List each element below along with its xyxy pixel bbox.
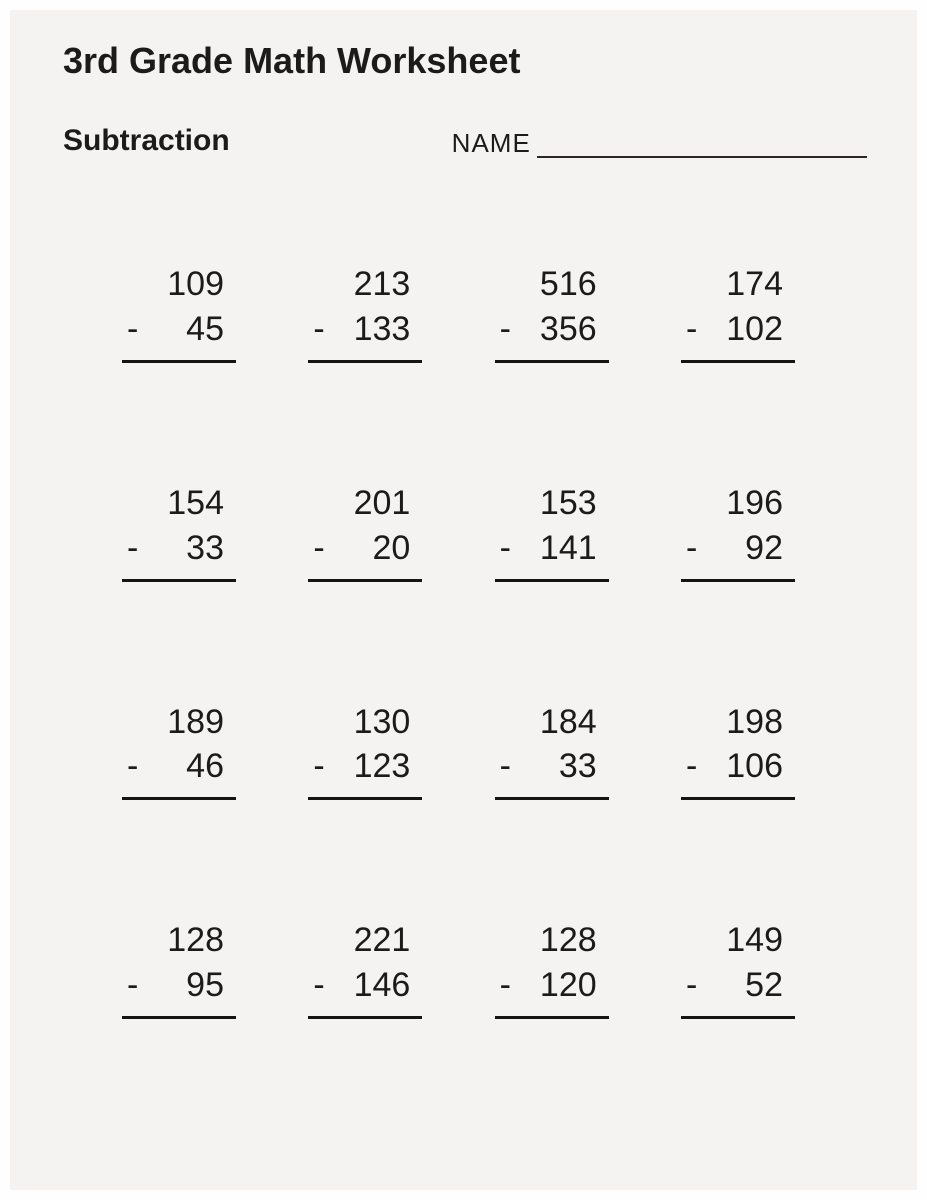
minuend-value: 516 <box>539 265 597 303</box>
minuend-value: 153 <box>539 483 597 522</box>
problems-row <box>122 262 795 363</box>
name-label: NAME <box>451 128 531 158</box>
minus-operator: - <box>499 528 511 567</box>
problems-grid <box>10 262 917 1019</box>
answer-line[interactable] <box>308 360 422 363</box>
subtrahend-row <box>122 963 236 1008</box>
minuend-value: 128 <box>539 921 597 960</box>
answer-line[interactable] <box>495 1016 609 1019</box>
problems-row <box>122 700 795 801</box>
subtraction-problem <box>681 918 795 1019</box>
answer-line[interactable] <box>495 797 609 800</box>
minuend-value: 189 <box>167 702 224 741</box>
subtrahend-value: 45 <box>186 309 224 348</box>
subtraction-problem <box>681 700 795 801</box>
subtraction-problem <box>495 918 609 1019</box>
page-title: 3rd Grade Math Worksheet <box>63 40 521 81</box>
minus-operator: - <box>499 309 511 348</box>
subtrahend-row <box>495 526 609 571</box>
subtraction-problem <box>495 481 609 582</box>
subtrahend-value: 20 <box>372 528 411 567</box>
subtrahend-row <box>308 744 422 789</box>
answer-line[interactable] <box>681 360 795 363</box>
subtrahend-value: 52 <box>745 966 783 1005</box>
subtraction-problem <box>308 262 422 363</box>
problems-row <box>122 481 795 582</box>
subtrahend-value: 33 <box>186 528 224 567</box>
minuend-value: 201 <box>353 483 411 522</box>
minuend-value: 128 <box>167 921 224 960</box>
subtraction-problem <box>308 481 422 582</box>
subtrahend-value: 356 <box>539 309 597 348</box>
subtrahend-row <box>495 744 609 789</box>
minuend-value: 174 <box>726 265 783 303</box>
subtrahend-value: 141 <box>539 528 597 567</box>
answer-line[interactable] <box>122 797 236 800</box>
answer-line[interactable] <box>308 797 422 800</box>
subtrahend-value: 95 <box>186 966 224 1005</box>
name-input-line[interactable] <box>537 132 867 158</box>
minuend-value: 221 <box>353 921 411 960</box>
answer-line[interactable] <box>495 360 609 363</box>
minuend-value: 109 <box>167 265 224 303</box>
subtrahend-value: 92 <box>745 528 783 567</box>
minuend-value: 198 <box>726 702 783 741</box>
subtraction-problem <box>308 918 422 1019</box>
subtrahend-value: 106 <box>726 747 783 786</box>
minus-operator: - <box>313 309 325 348</box>
minus-operator: - <box>127 309 139 348</box>
minuend-value: 130 <box>353 702 411 741</box>
minus-operator: - <box>685 309 698 348</box>
subtrahend-value: 33 <box>558 747 597 786</box>
minus-operator: - <box>313 528 325 567</box>
subtrahend-row <box>495 963 609 1008</box>
subtrahend-row <box>681 526 795 571</box>
minuend-value: 184 <box>539 702 597 741</box>
minus-operator: - <box>127 528 139 567</box>
minus-operator: - <box>499 747 511 786</box>
subtrahend-value: 102 <box>726 309 783 348</box>
minuend-value: 149 <box>726 921 783 960</box>
subtrahend-row <box>681 744 795 789</box>
minuend-value: 196 <box>726 483 783 522</box>
minuend-value: 213 <box>353 265 411 303</box>
subtrahend-row <box>308 526 422 571</box>
subtraction-problem <box>681 481 795 582</box>
subtraction-problem <box>122 262 236 363</box>
answer-line[interactable] <box>122 579 236 582</box>
subtraction-problem <box>681 262 795 363</box>
answer-line[interactable] <box>681 579 795 582</box>
minus-operator: - <box>127 747 139 786</box>
subtrahend-row <box>308 307 422 352</box>
subtraction-problem <box>308 700 422 801</box>
subtraction-problem <box>122 481 236 582</box>
answer-line[interactable] <box>308 1016 422 1019</box>
answer-line[interactable] <box>681 797 795 800</box>
subtrahend-value: 146 <box>353 966 411 1005</box>
minus-operator: - <box>685 966 698 1005</box>
subtrahend-row <box>122 307 236 352</box>
minus-operator: - <box>313 747 325 786</box>
subtrahend-row <box>122 744 236 789</box>
answer-line[interactable] <box>681 1016 795 1019</box>
subtrahend-value: 133 <box>353 309 411 348</box>
subhead-row <box>63 124 864 158</box>
minus-operator: - <box>685 747 698 786</box>
subtraction-problem <box>122 918 236 1019</box>
subtrahend-row <box>681 307 795 352</box>
minus-operator: - <box>685 528 698 567</box>
subtrahend-row <box>495 307 609 352</box>
subtrahend-value: 46 <box>186 747 224 786</box>
subtraction-problem <box>495 700 609 801</box>
worksheet-subtitle: Subtraction <box>63 124 230 157</box>
worksheet-header <box>10 10 917 158</box>
subtrahend-value: 120 <box>539 966 597 1005</box>
answer-line[interactable] <box>495 579 609 582</box>
minus-operator: - <box>499 966 511 1005</box>
subtrahend-value: 123 <box>353 747 411 786</box>
subtrahend-row <box>308 963 422 1008</box>
problems-row <box>122 918 795 1019</box>
subtrahend-row <box>122 526 236 571</box>
subtrahend-row <box>681 963 795 1008</box>
minus-operator: - <box>127 966 139 1005</box>
minuend-value: 154 <box>167 483 224 522</box>
subtraction-problem <box>122 700 236 801</box>
answer-line[interactable] <box>122 360 236 363</box>
minus-operator: - <box>313 966 325 1005</box>
answer-line[interactable] <box>122 1016 236 1019</box>
subtraction-problem <box>495 262 609 363</box>
name-area <box>452 130 867 158</box>
answer-line[interactable] <box>308 579 422 582</box>
